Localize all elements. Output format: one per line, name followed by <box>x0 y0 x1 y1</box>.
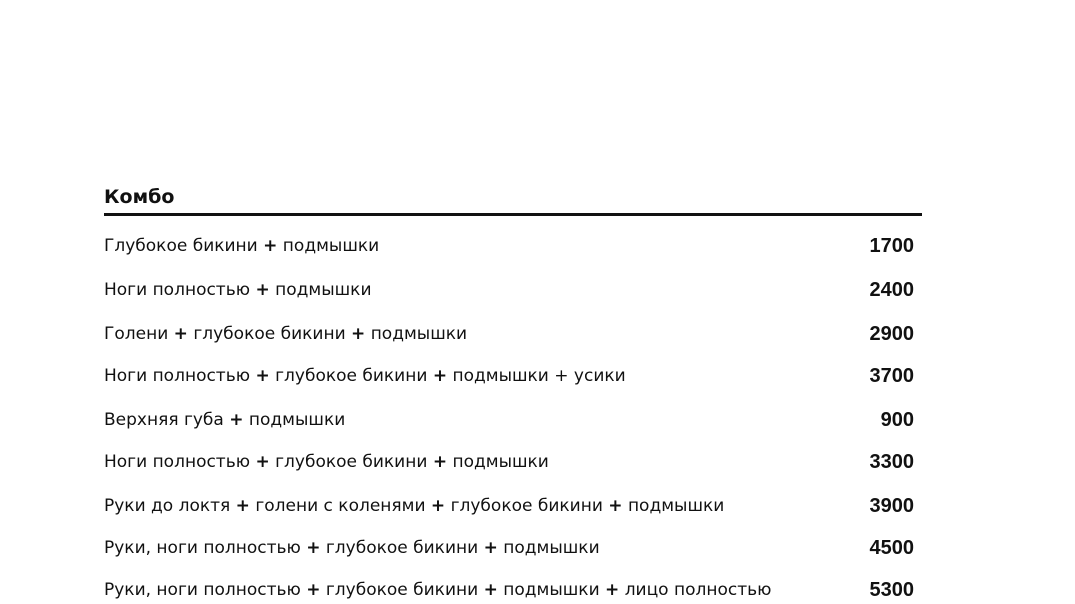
price-row <box>104 362 922 390</box>
plus-sign: + <box>235 496 250 516</box>
plus-sign: + <box>306 580 321 600</box>
plus-sign: + <box>483 580 498 600</box>
service-part: Руки, ноги полностью <box>104 538 301 558</box>
price-row <box>104 232 922 260</box>
service-part: голени с коленями <box>255 496 426 516</box>
plus-sign: + <box>351 324 366 344</box>
plus-sign: + <box>173 324 188 344</box>
service-part: глубокое бикини <box>275 452 428 472</box>
service-part: Руки до локтя <box>104 496 231 516</box>
service-price: 3700 <box>869 365 914 387</box>
plus-sign: + <box>608 496 623 516</box>
price-row <box>104 534 922 562</box>
plus-sign: + <box>306 538 321 558</box>
service-part: Ноги полностью <box>104 366 251 386</box>
service-part: лицо полностью <box>624 580 772 600</box>
service-price: 900 <box>880 409 914 431</box>
service-part: подмышки <box>275 280 372 300</box>
plus-sign: + <box>605 580 620 600</box>
service-part: глубокое бикини <box>325 580 479 600</box>
combo-section <box>104 183 922 601</box>
plus-sign: + <box>430 496 446 516</box>
service-price: 2400 <box>869 279 914 301</box>
service-part: Ноги полностью <box>104 452 251 472</box>
service-name <box>104 362 626 390</box>
plus-sign: + <box>432 366 448 386</box>
service-name <box>104 576 771 604</box>
section-divider <box>104 213 922 216</box>
service-part: Ноги полностью <box>104 280 251 300</box>
service-part: глубокое бикини <box>193 324 346 344</box>
service-part: Руки, ноги полностью <box>104 580 301 600</box>
service-part: подмышки <box>248 410 346 430</box>
service-price: 1700 <box>869 235 914 257</box>
service-part: подмышки <box>627 496 725 516</box>
price-row <box>104 320 922 348</box>
service-part: Верхняя губа <box>104 410 224 430</box>
service-name <box>104 320 467 348</box>
service-name <box>104 276 372 304</box>
service-name <box>104 448 549 476</box>
plus-sign: + <box>432 452 448 472</box>
service-part: Глубокое бикини <box>104 236 258 256</box>
service-part: подмышки <box>503 538 600 558</box>
service-part: подмышки <box>282 236 380 256</box>
service-name <box>104 492 724 520</box>
plus-sign: + <box>255 452 270 472</box>
service-part: подмышки + усики <box>452 366 626 386</box>
section-title: Комбо <box>104 186 175 208</box>
service-price: 2900 <box>869 323 914 345</box>
service-part: подмышки <box>503 580 600 600</box>
service-price: 3300 <box>869 451 914 473</box>
price-row <box>104 448 922 476</box>
service-name <box>104 232 379 260</box>
service-name <box>104 534 600 562</box>
service-price: 4500 <box>869 537 914 559</box>
price-row <box>104 576 922 604</box>
service-price: 5300 <box>869 579 914 601</box>
price-row <box>104 492 922 520</box>
service-part: подмышки <box>452 452 549 472</box>
service-name <box>104 406 345 434</box>
service-price: 3900 <box>869 495 914 517</box>
price-row <box>104 406 922 434</box>
price-row <box>104 276 922 304</box>
plus-sign: + <box>229 410 244 430</box>
service-part: глубокое бикини <box>325 538 479 558</box>
plus-sign: + <box>255 280 270 300</box>
plus-sign: + <box>483 538 498 558</box>
plus-sign: + <box>255 366 270 386</box>
service-part: подмышки <box>370 324 468 344</box>
service-part: глубокое бикини <box>450 496 603 516</box>
service-part: глубокое бикини <box>275 366 428 386</box>
service-part: Голени <box>104 324 169 344</box>
plus-sign: + <box>263 236 278 256</box>
